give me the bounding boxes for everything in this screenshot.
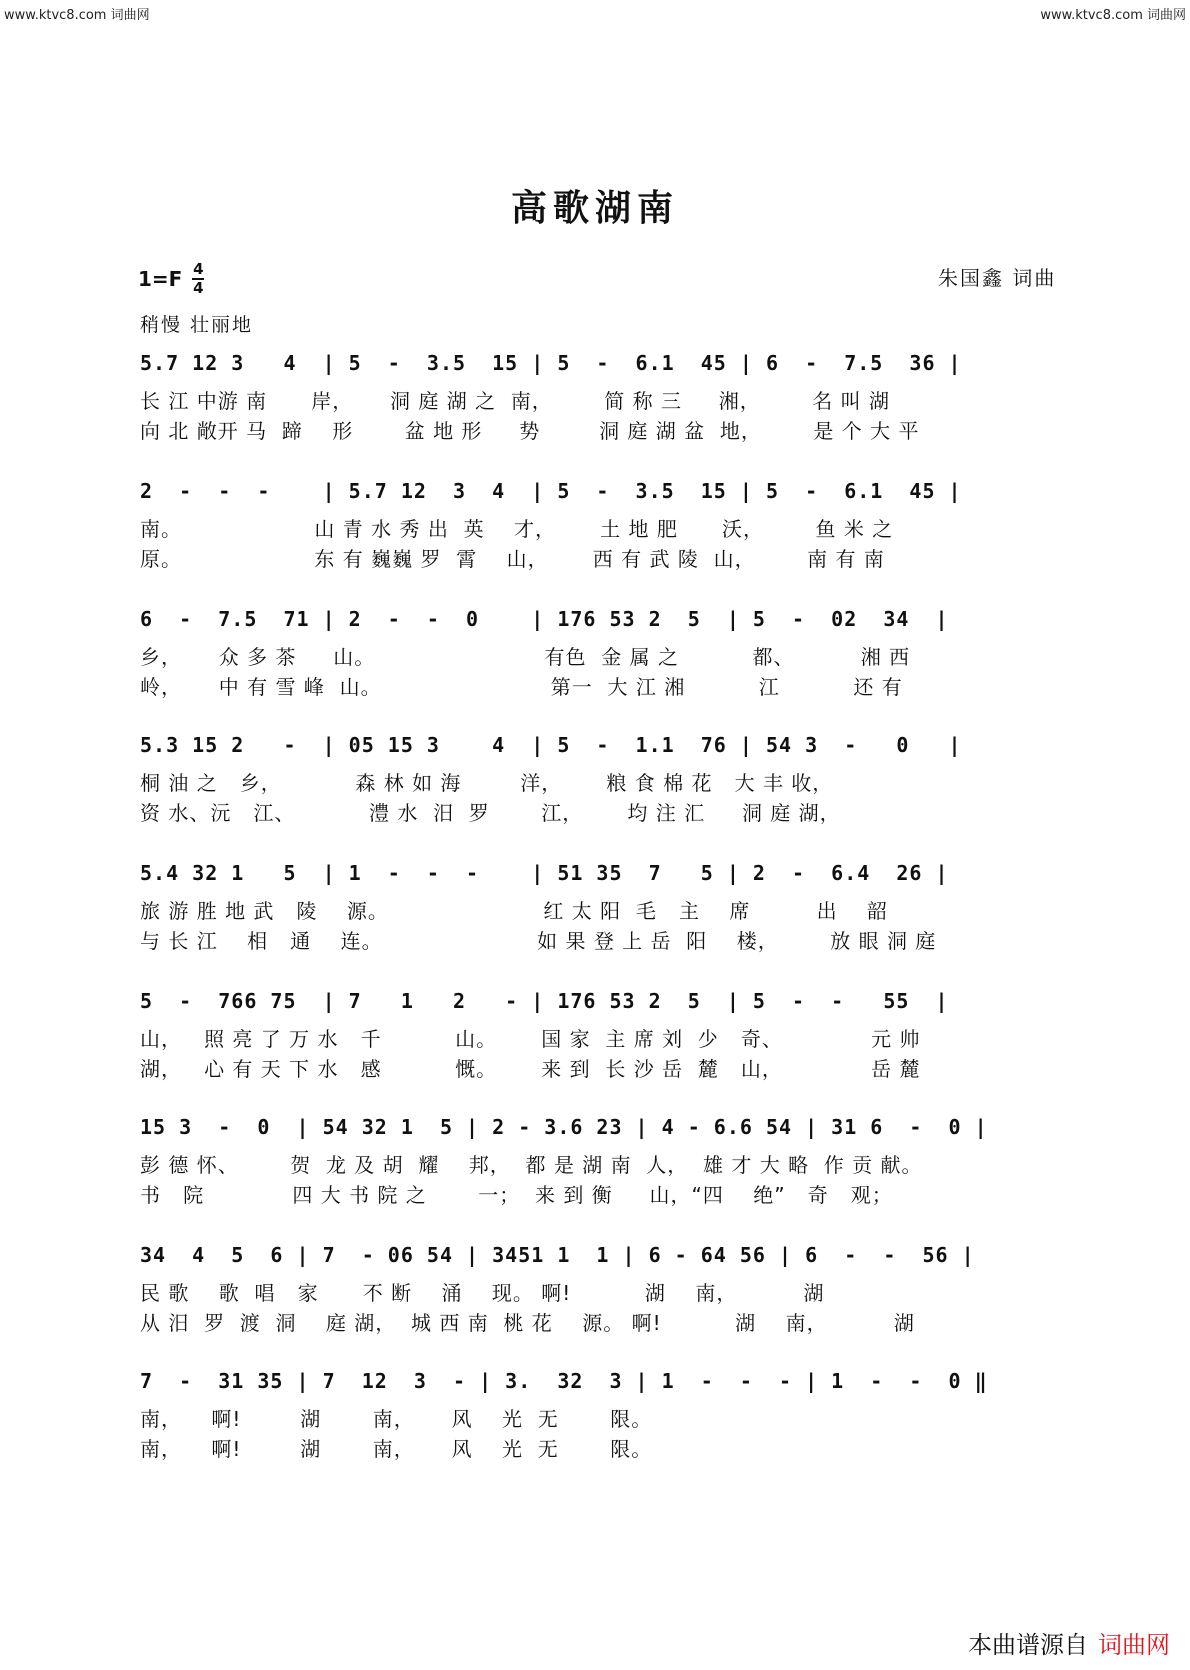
key-signature <box>138 262 204 296</box>
lyric-line: 南， 啊! 湖 南， 风 光 无 限。 <box>140 1407 653 1431</box>
lyric-line: 湖， 心 有 天 下 水 感 慨。 来 到 长 沙 岳 麓 山， 岳 麓 <box>140 1057 921 1081</box>
notation-line <box>140 1104 1075 1150</box>
watermark-left: www.ktvc8.com 词曲网 <box>4 8 150 23</box>
notation-line <box>140 1232 1075 1278</box>
notes: 2 - - - | 5.7 12 3 4 | 5 - 3.5 15 | 5 - 6.1 45 | <box>140 479 962 503</box>
notes: 5.7 12 3 4 | 5 - 3.5 15 | 5 - 6.1 45 | 6 - 7.5 36 | <box>140 351 962 375</box>
lyric-line: 民 歌 歌 唱 家 不 断 涌 现。 啊! 湖 南， 湖 <box>140 1281 825 1305</box>
footer-brand: 词曲网 <box>1098 1631 1170 1659</box>
lyric-line: 南， 啊! 湖 南， 风 光 无 限。 <box>140 1437 653 1461</box>
lyric-line: 资 水、沅 江、 澧 水 汨 罗 江， 均 注 汇 洞 庭 湖， <box>140 801 841 825</box>
footer-text: 本曲谱源自 <box>968 1631 1088 1659</box>
lyric-line: 山， 照 亮 了 万 水 千 山。 国 家 主 席 刘 少 奇、 元 帅 <box>140 1027 921 1051</box>
music-system <box>140 1358 1075 1464</box>
music-system <box>140 978 1075 1084</box>
notes: 7 - 31 35 | 7 12 3 - | 3. 32 3 | 1 - - - | 1 - - 0 ‖ <box>140 1369 988 1393</box>
music-system <box>140 468 1075 574</box>
notation-line <box>140 978 1075 1024</box>
notation-line <box>140 596 1075 642</box>
music-system <box>140 596 1075 702</box>
lyric-line: 乡， 众 多 茶 山。 有色 金 属 之 都、 湘 西 <box>140 645 911 669</box>
notes: 6 - 7.5 71 | 2 - - 0 | 176 53 2 5 | 5 - 02 34 | <box>140 607 949 631</box>
footer-source <box>968 1625 1170 1660</box>
lyric-line: 与 长 江 相 通 连。 如 果 登 上 岳 阳 楼， 放 眼 洞 庭 <box>140 929 937 953</box>
lyric-line: 旅 游 胜 地 武 陵 源。 红 太 阳 毛 主 席 出 韶 <box>140 899 889 923</box>
notation-line <box>140 1358 1075 1404</box>
lyric-line: 原。 东 有 巍巍 罗 霄 山， 西 有 武 陵 山， 南 有 南 <box>140 547 885 571</box>
notes: 5.3 15 2 - | 05 15 3 4 | 5 - 1.1 76 | 54 3 - 0 | <box>140 733 962 757</box>
music-system <box>140 1104 1075 1210</box>
music-system <box>140 1232 1075 1338</box>
lyric-line: 从 汨 罗 渡 洞 庭 湖， 城 西 南 桃 花 源。 啊! 湖 南， 湖 <box>140 1311 915 1335</box>
watermark-right: www.ktvc8.com 词曲网 <box>1040 8 1186 23</box>
music-system <box>140 850 1075 956</box>
song-title: 高歌湖南 <box>510 187 679 229</box>
notes: 15 3 - 0 | 54 32 1 5 | 2 - 3.6 23 | 4 - 6.6 54 | 31 6 - 0 | <box>140 1115 988 1139</box>
notes: 34 4 5 6 | 7 - 06 54 | 3451 1 1 | 6 - 64 56 | 6 - - 56 | <box>140 1243 975 1267</box>
time-signature <box>192 262 204 296</box>
notes: 5 - 766 75 | 7 1 2 - | 176 53 2 5 | 5 - - 55 | <box>140 989 949 1013</box>
lyric-line: 书 院 四 大 书 院 之 一； 来 到 衡 山，“四 绝” 奇 观； <box>140 1183 893 1207</box>
lyric-line: 长 江 中游 南 岸， 洞 庭 湖 之 南， 简 称 三 湘， 名 叫 湖 <box>140 389 891 413</box>
music-system <box>140 722 1075 828</box>
author-credit: 朱国鑫 词曲 <box>938 266 1057 290</box>
key-label: 1=F <box>138 267 183 291</box>
notes: 5.4 32 1 5 | 1 - - - | 51 35 7 5 | 2 - 6.4 26 | <box>140 861 949 885</box>
time-bottom: 4 <box>193 279 204 297</box>
time-top: 4 <box>193 260 204 278</box>
notation-line <box>140 722 1075 768</box>
lyric-line: 岭， 中 有 雪 峰 山。 第一 大 江 湘 江 还 有 <box>140 675 903 699</box>
tempo-marking: 稍慢 壮丽地 <box>140 314 254 336</box>
lyric-line: 向 北 敞开 马 蹄 形 盆 地 形 势 洞 庭 湖 盆 地， 是 个 大 平 <box>140 419 920 443</box>
notation-line <box>140 468 1075 514</box>
notation-line <box>140 340 1075 386</box>
notation-line <box>140 850 1075 896</box>
music-system <box>140 340 1075 446</box>
lyric-line: 南。 山 青 水 秀 出 英 才， 土 地 肥 沃， 鱼 米 之 <box>140 517 894 541</box>
lyric-line: 彭 德 怀、 贺 龙 及 胡 耀 邦， 都 是 湖 南 人， 雄 才 大 略 作 贡 献。 <box>140 1153 923 1177</box>
lyric-line: 桐 油 之 乡， 森 林 如 海 洋， 粮 食 棉 花 大 丰 收， <box>140 771 834 795</box>
